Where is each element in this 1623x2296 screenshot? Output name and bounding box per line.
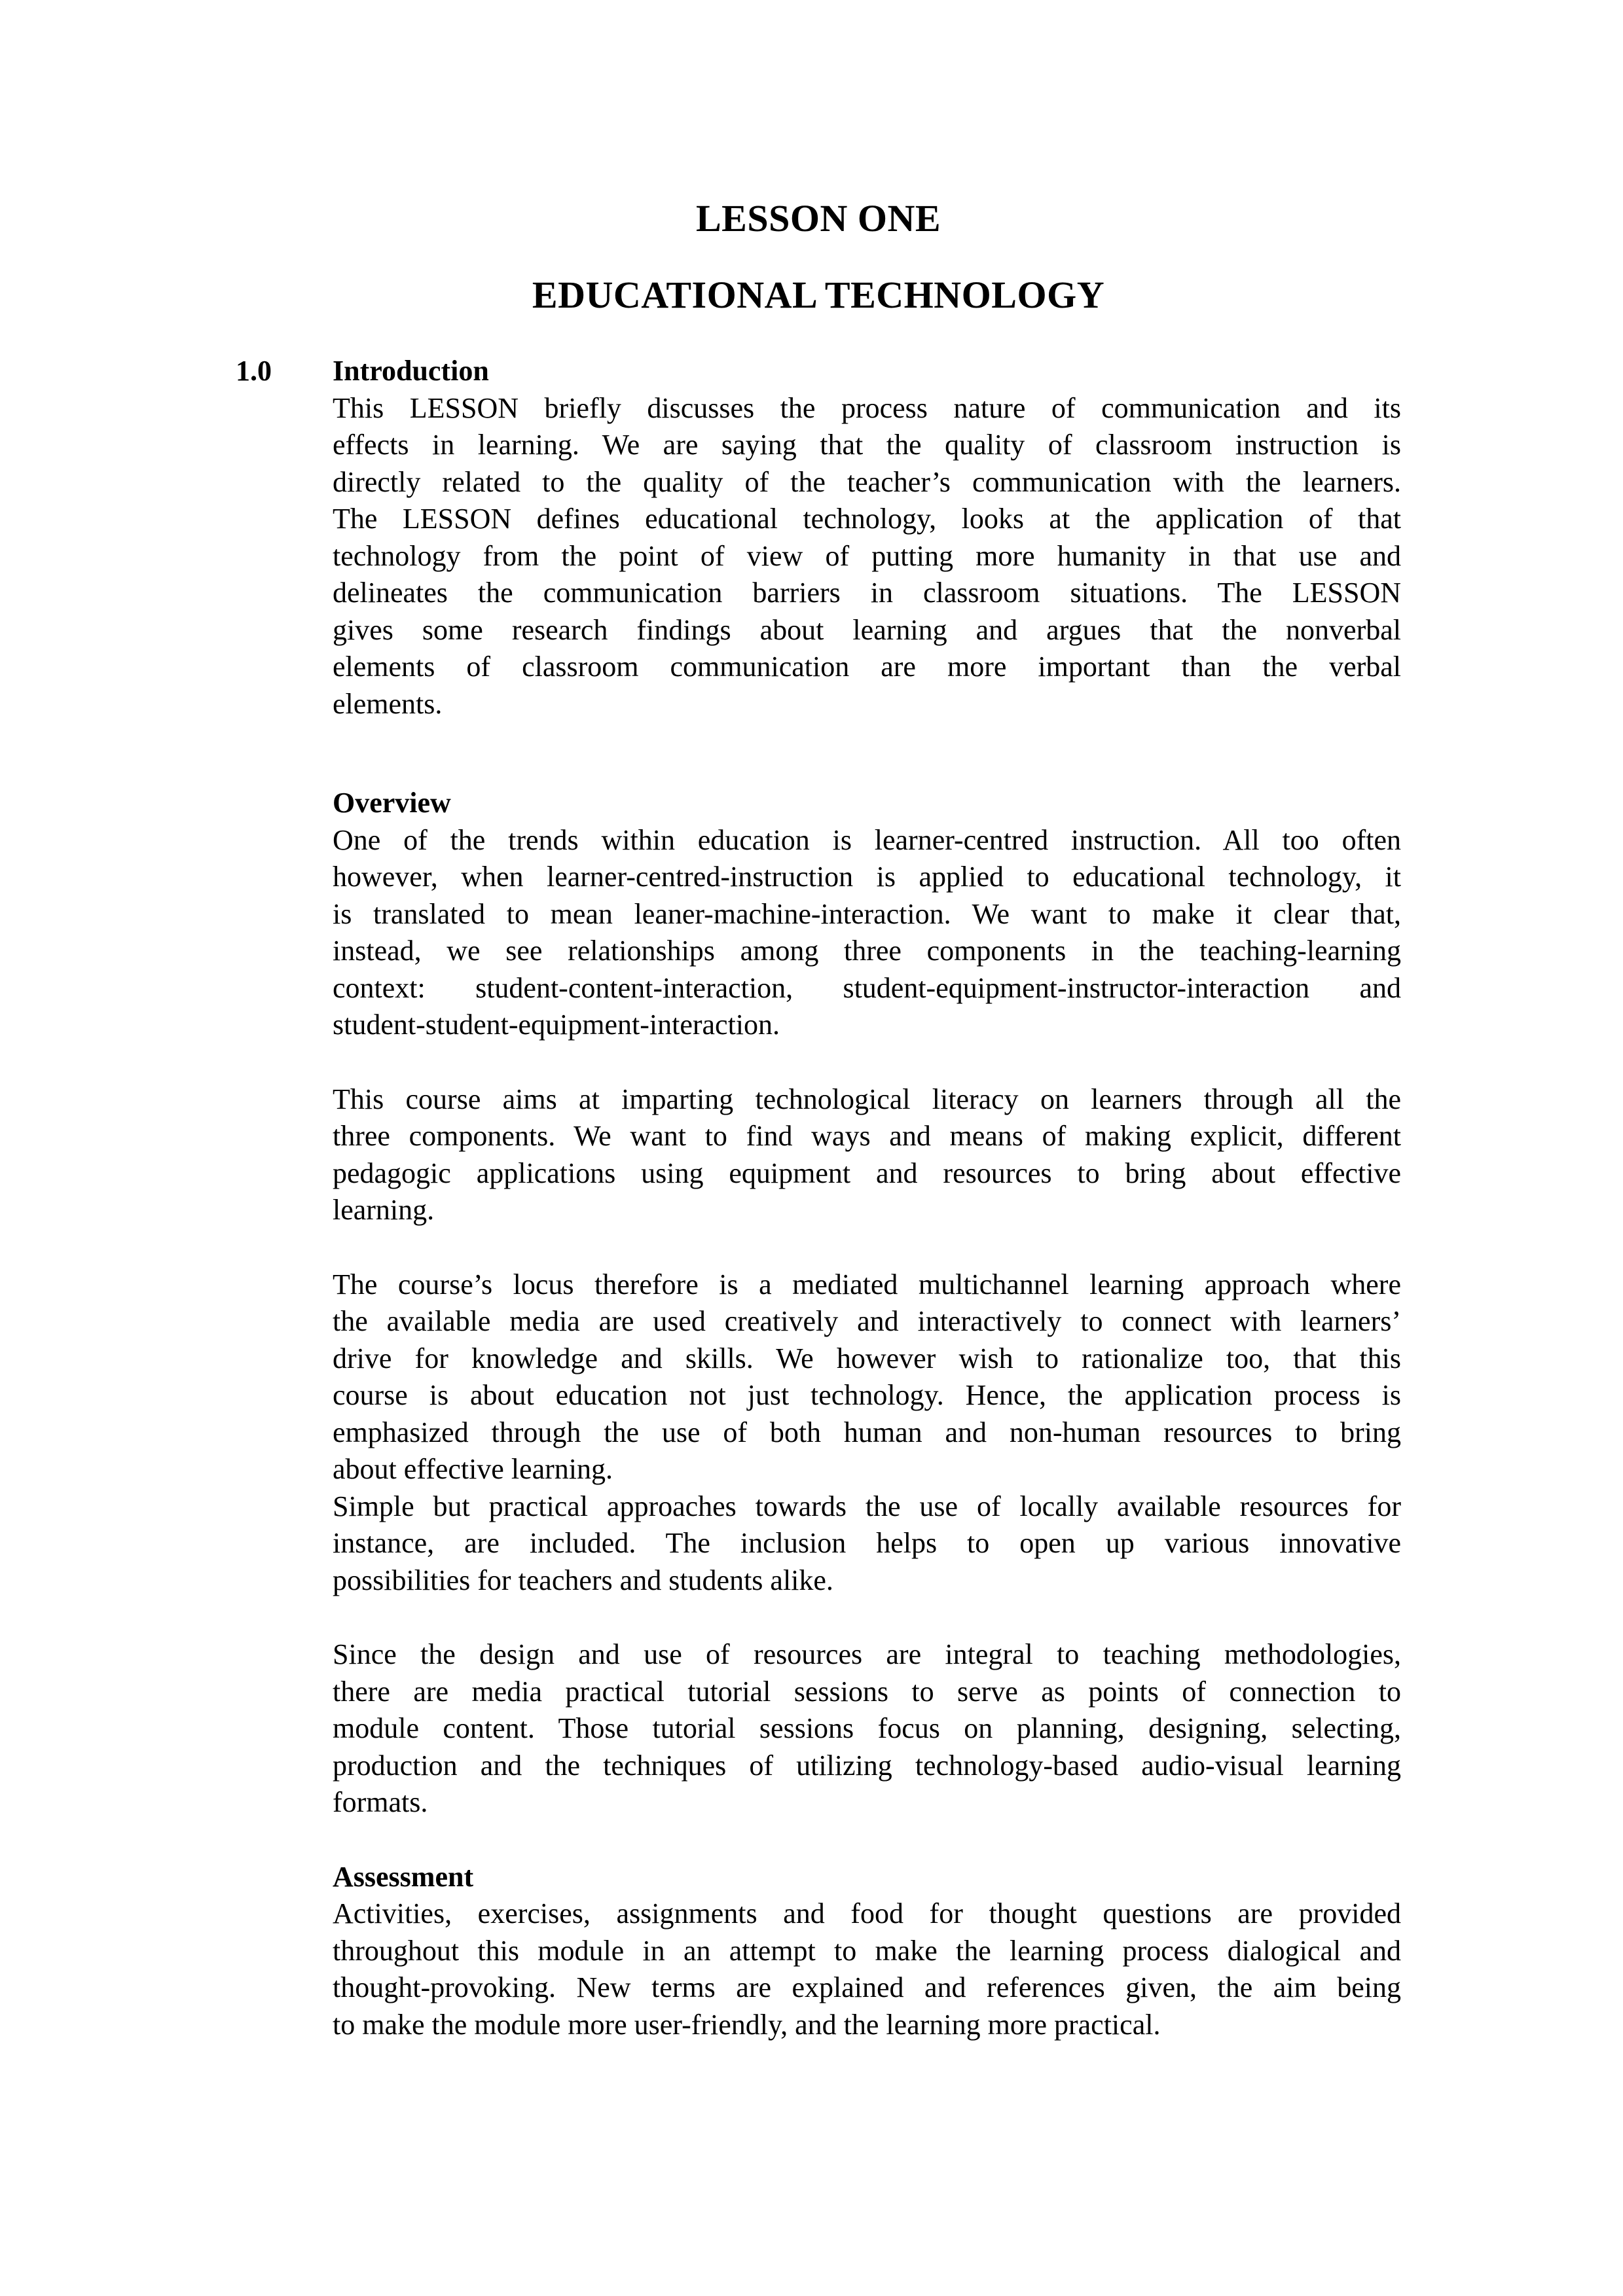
text-line: course is about education not just technology. Hence, the application process is — [333, 1379, 1401, 1411]
text-line: delineates the communication barriers in classroom situations. The LESSON — [333, 577, 1401, 609]
paragraph-course-locus — [333, 1266, 1401, 1488]
text-line: there are media practical tutorial sessions to serve as points of connection to — [333, 1675, 1401, 1708]
section-title-assessment: Assessment — [333, 1860, 474, 1893]
text-line: thought-provoking. New terms are explained and references given, the aim being — [333, 1971, 1401, 2003]
text-line: drive for knowledge and skills. We however wish to rationalize too, that this — [333, 1342, 1401, 1374]
text-line: This course aims at imparting technological literacy on learners through all the — [333, 1083, 1401, 1115]
paragraph-design-use — [333, 1636, 1401, 1821]
paragraph-course-aims — [333, 1081, 1401, 1229]
section-title-introduction: Introduction — [333, 355, 489, 387]
text-line: learning. — [333, 1194, 435, 1226]
text-line: Simple but practical approaches towards the use of locally available resources for — [333, 1490, 1401, 1522]
text-line: formats. — [333, 1786, 428, 1818]
section-title-overview: Overview — [333, 787, 451, 819]
text-line: One of the trends within education is learner-centred instruction. All too often — [333, 823, 1401, 856]
paragraph-introduction — [333, 390, 1401, 723]
text-line: throughout this module in an attempt to make the learning process dialogical and — [333, 1934, 1401, 1967]
section-heading-introduction — [236, 353, 1401, 390]
text-line: gives some research findings about learning and argues that the nonverbal — [333, 613, 1401, 646]
text-line: to make the module more user-friendly, and the learning more practical. — [333, 2008, 1161, 2041]
section-number: 1.0 — [236, 355, 272, 387]
text-line: instead, we see relationships among three components in the teaching-learning — [333, 935, 1401, 967]
text-line: elements of classroom communication are more important than the verbal — [333, 651, 1401, 683]
text-line: the available media are used creatively and interactively to connect with learners’ — [333, 1305, 1401, 1337]
text-line: module content. Those tutorial sessions focus on planning, designing, selecting, — [333, 1712, 1401, 1744]
text-line: Since the design and use of resources are integral to teaching methodologies, — [333, 1638, 1401, 1670]
text-line: however, when learner-centred-instruction is applied to educational technology, it — [333, 861, 1401, 893]
lesson-subtitle: EDUCATIONAL TECHNOLOGY — [532, 274, 1105, 316]
text-line: Activities, exercises, assignments and food for thought questions are provided — [333, 1897, 1401, 1929]
text-line: emphasized through the use of both human and non-human resources to bring — [333, 1416, 1401, 1448]
text-line: is translated to mean leaner-machine-interaction. We want to make it clear that, — [333, 897, 1401, 930]
text-line: elements. — [333, 687, 443, 720]
text-line: The course’s locus therefore is a mediated multichannel learning approach where — [333, 1268, 1401, 1300]
paragraph-overview — [333, 822, 1401, 1044]
text-line: pedagogic applications using equipment and resources to bring about effective — [333, 1157, 1401, 1189]
lesson-title: LESSON ONE — [695, 197, 941, 240]
page-content — [236, 196, 1401, 2043]
text-line: production and the techniques of utilizing technology-based audio-visual learning — [333, 1749, 1401, 1782]
text-line: instance, are included. The inclusion helps to open up various innovative — [333, 1527, 1401, 1559]
text-line: student-student-equipment-interaction. — [333, 1009, 780, 1041]
text-line: The LESSON defines educational technology, looks at the application of that — [333, 503, 1401, 535]
text-line: context: student-content-interaction, student-equipment-instructor-interaction and — [333, 971, 1401, 1004]
text-line: three components. We want to find ways and means of making explicit, different — [333, 1120, 1401, 1152]
text-line: effects in learning. We are saying that the quality of classroom instruction is — [333, 429, 1401, 461]
text-line: possibilities for teachers and students alike. — [333, 1564, 833, 1596]
text-line: technology from the point of view of putting more humanity in that use and — [333, 539, 1401, 572]
text-line: about effective learning. — [333, 1453, 613, 1485]
text-line: This LESSON briefly discusses the process nature of communication and its — [333, 391, 1401, 424]
text-line: directly related to the quality of the teacher’s communication with the learners. — [333, 465, 1401, 498]
paragraph-assessment — [333, 1895, 1401, 2043]
paragraph-simple-approaches — [333, 1488, 1401, 1600]
